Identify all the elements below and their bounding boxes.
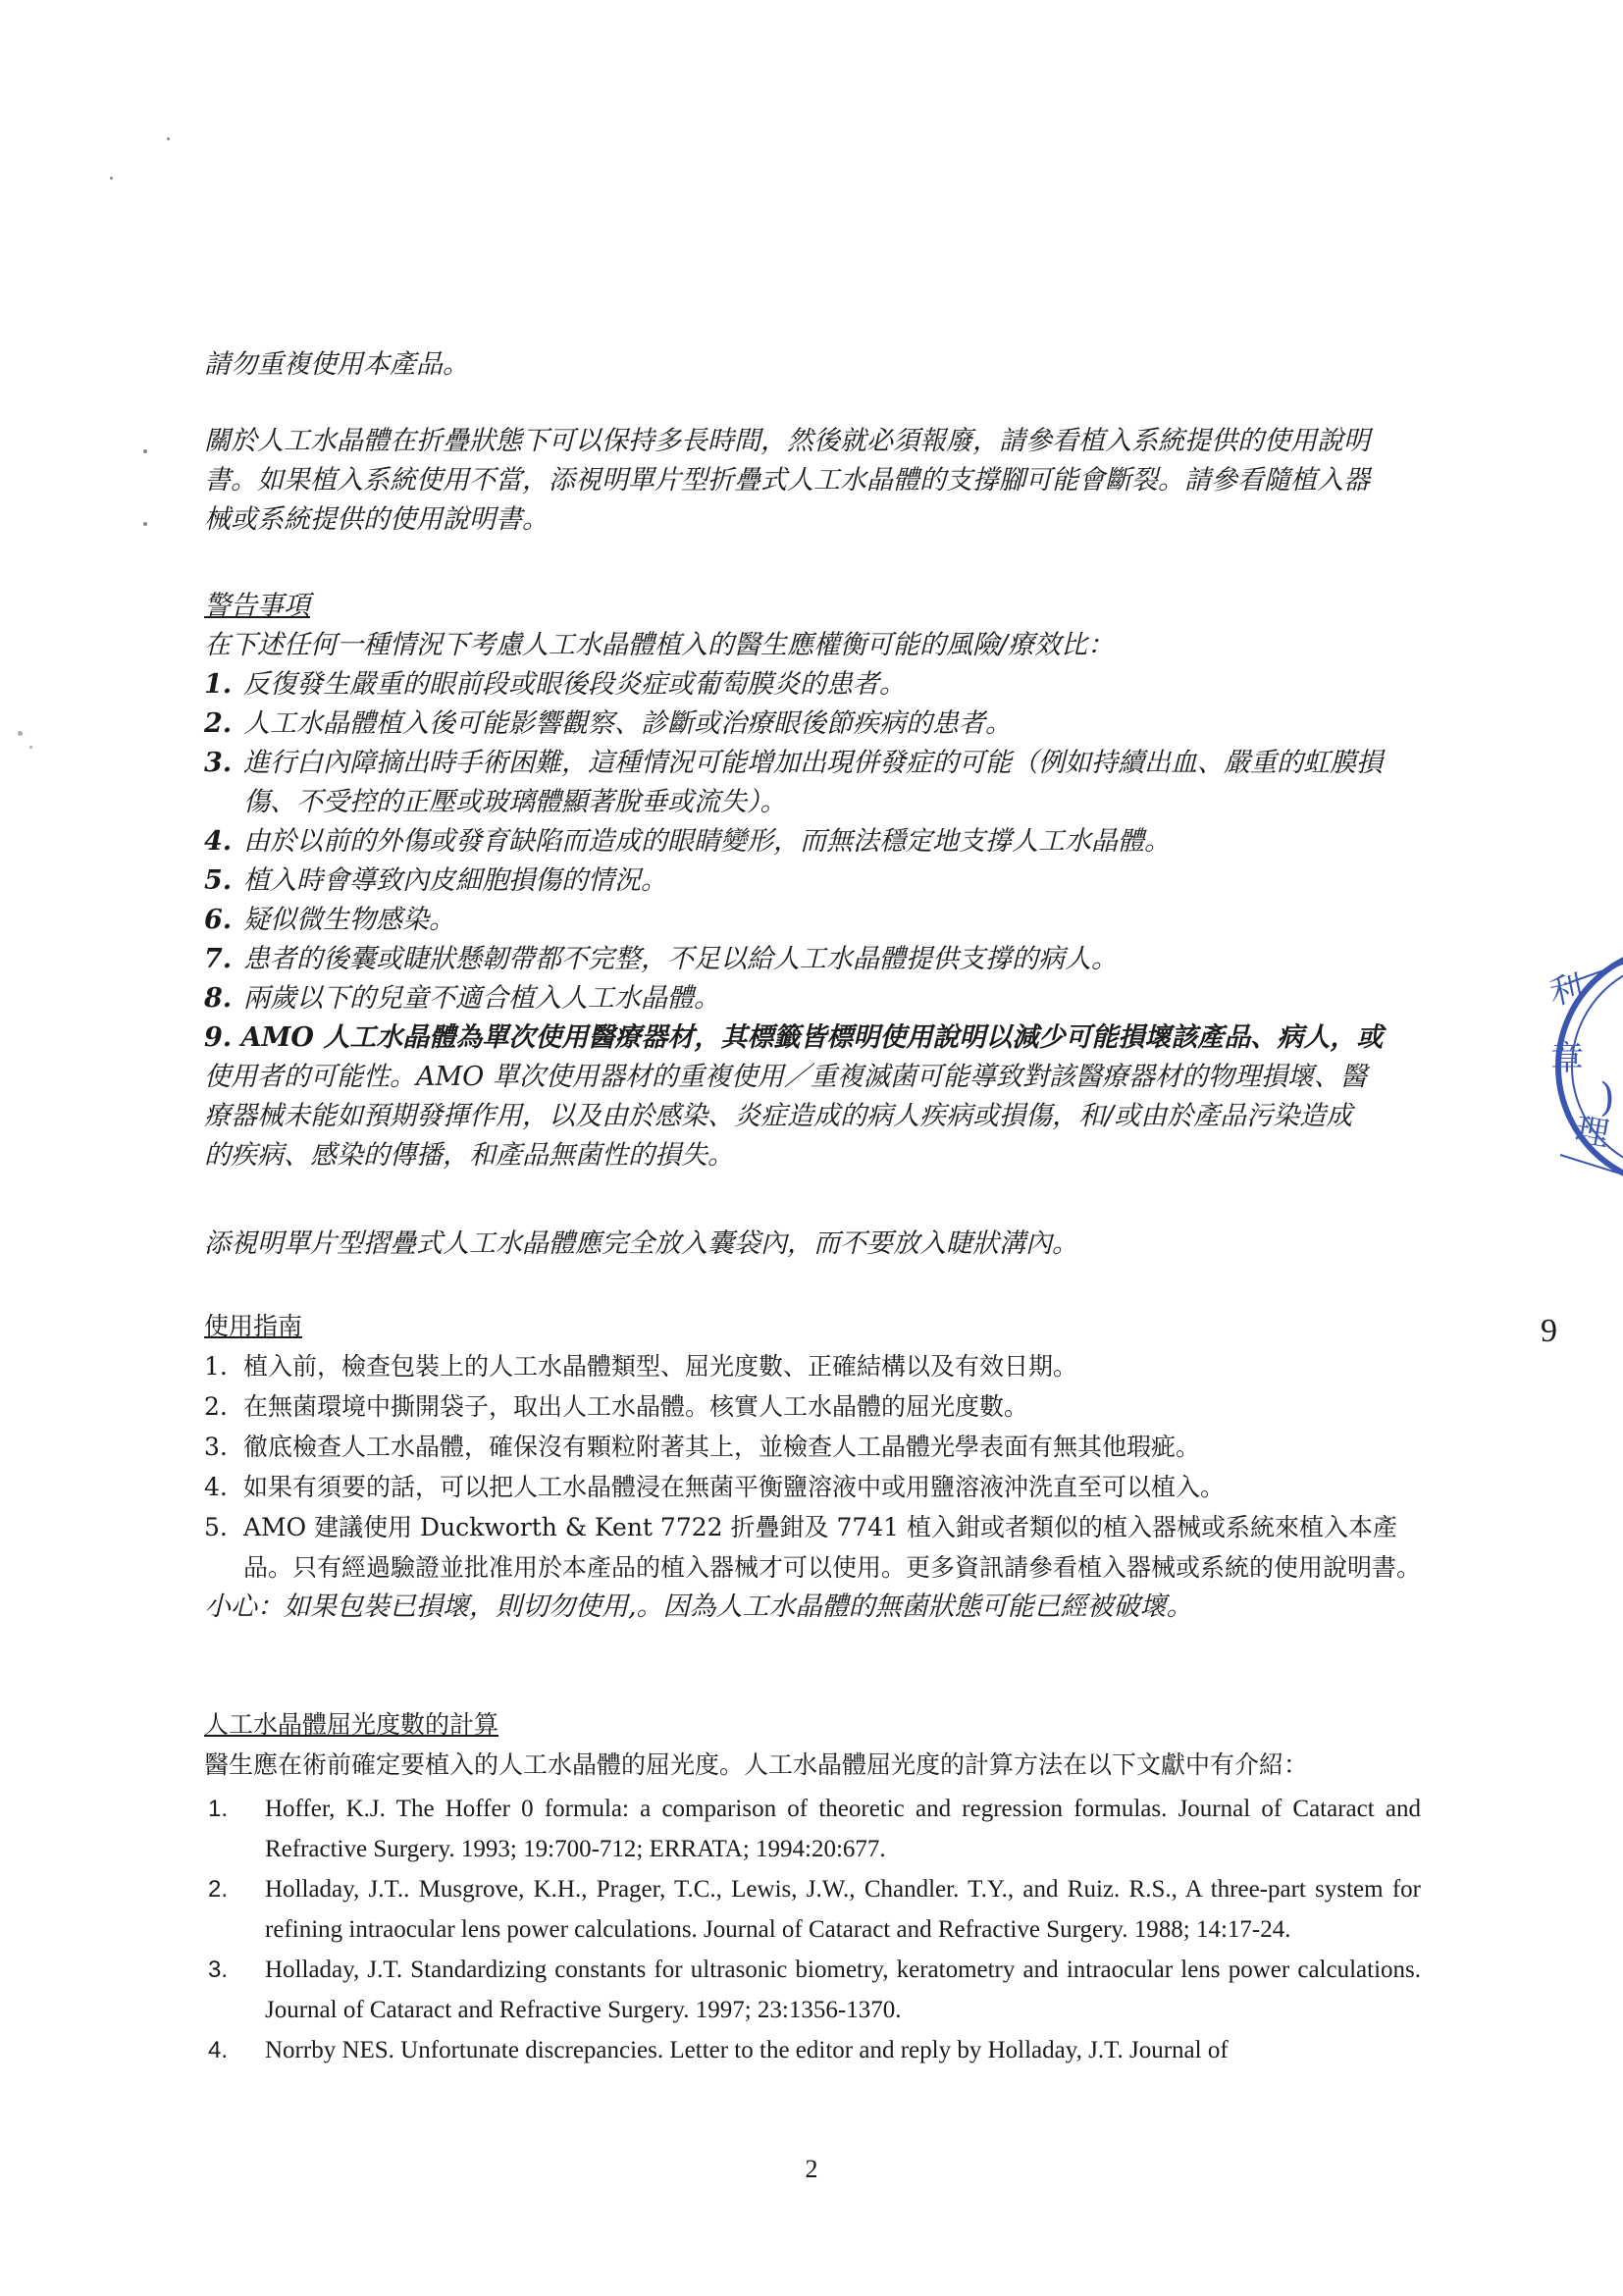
- warning-item: 7. 患者的後囊或睫狀懸韌帶都不完整，不足以給人工水晶體提供支撐的病人。: [204, 944, 1118, 974]
- seal-stamp-icon: [1531, 944, 1623, 1189]
- reference-item: 2. Holladay, J.T.. Musgrove, K.H., Prager, T.C., Lewis, J.W., Chandler. T.Y., and Ruiz. R.S., A three-part system for refining intraocular lens power calculations. Journal of Cataract and Refractive Surgery. 1988; 14:17-24.: [208, 1876, 1421, 1943]
- direction-item: 4. 如果有須要的話，可以把人工水晶體浸在無菌平衡鹽溶液中或用鹽溶液沖洗直至可以植入。: [204, 1473, 1226, 1501]
- warning-item-9-line: 的疾病、感染的傳播，和產品無菌性的損失。: [204, 1140, 734, 1171]
- page-number: 2: [805, 2155, 818, 2183]
- scan-speck: [110, 177, 113, 180]
- warning-item-9-line: 療器械未能如預期發揮作用，以及由於感染、炎症造成的病人疾病或損傷，和/或由於產品污染造成: [204, 1101, 1353, 1131]
- direction-item: 3. 徹底檢查人工水晶體，確保沒有顆粒附著其上，並檢查人工晶體光學表面有無其他瑕疵。: [204, 1433, 1201, 1461]
- folding-notice: [204, 422, 1421, 540]
- directions-list: [204, 1346, 1421, 1588]
- direction-item: 5. AMO 建議使用 Duckworth & Kent 7722 折疊鉗及 7741 植入鉗或者類似的植入器械或系統來植入本產品。只有經過驗證並批准用於本產品的植入器械才可以使用。更多資訊請參看植入器械或系統的使用說明書。: [204, 1513, 1422, 1582]
- capsular-bag-notice: [204, 1225, 1421, 1264]
- reference-item: 3. Holladay, J.T. Standardizing constants for ultrasonic biometry, keratometry and intraocular lens power calculations. Journal of Cataract and Refractive Surgery. 1997; 23:1356-1370.: [208, 1957, 1421, 2023]
- reuse-notice-text: 請勿重複使用本產品。: [204, 349, 469, 380]
- folding-notice-line: 械或系統提供的使用說明書。: [204, 504, 549, 535]
- warning-item-continuation: 傷、不受控的正壓或玻璃體顯著脫垂或流失）。: [243, 787, 787, 817]
- warnings-intro: 在下述任何一種情況下考慮人工水晶體植入的醫生應權衡可能的風險/療效比：: [204, 630, 1115, 660]
- calculation-heading: 人工水晶體屈光度數的計算: [204, 1710, 499, 1739]
- warnings-heading: 警告事項: [204, 591, 310, 621]
- scan-speck: [29, 746, 32, 749]
- svg-text:利: 利: [1545, 967, 1588, 1014]
- folding-notice-line: 關於人工水晶體在折疊狀態下可以保持多長時間，然後就必須報廢，請參看植入系統提供的使用說明: [204, 426, 1370, 456]
- warning-item-9-line: 使用者的可能性。AMO 單次使用器材的重複使用／重複滅菌可能導致對該醫療器材的物理損壞、醫: [204, 1062, 1367, 1092]
- reuse-notice: [204, 345, 1421, 385]
- directions-section: [204, 1307, 1421, 1627]
- scan-speck: [143, 449, 147, 453]
- caution-text: 小心：如果包裝已損壞，則切勿使用,。因為人工水晶體的無菌狀態可能已經被破壞。: [204, 1592, 1193, 1622]
- warning-item: 6. 疑似微生物感染。: [204, 905, 455, 935]
- svg-text:理: 理: [1572, 1110, 1612, 1155]
- warnings-list: [204, 665, 1421, 1018]
- warning-item: 2. 人工水晶體植入後可能影響觀察、診斷或治療眼後節疾病的患者。: [204, 708, 1012, 739]
- capsular-bag-notice-text: 添視明單片型摺疊式人工水晶體應完全放入囊袋內，而不要放入睫狀溝內。: [204, 1228, 1078, 1259]
- folding-notice-line: 書。如果植入系統使用不當，添視明單片型折疊式人工水晶體的支撐腳可能會斷裂。請參看隨植入器: [204, 465, 1370, 496]
- calculation-intro: 醫生應在術前確定要植入的人工水晶體的屈光度。人工水晶體屈光度的計算方法在以下文獻中有介紹：: [204, 1750, 1309, 1779]
- reference-list: [204, 1789, 1421, 2070]
- warning-item: 4. 由於以前的外傷或發育缺陷而造成的眼睛變形，而無法穩定地支撐人工水晶體。: [204, 826, 1171, 857]
- warning-item: 1. 反復發生嚴重的眼前段或眼後段炎症或葡萄膜炎的患者。: [204, 669, 906, 700]
- directions-heading: 使用指南: [204, 1312, 303, 1340]
- warning-item: 3. 進行白內障摘出時手術困難，這種情況可能增加出現併發症的可能（例如持續出血、嚴重的虹膜損: [204, 748, 1383, 778]
- reference-item: 4. Norrby NES. Unfortunate discrepancies. Letter to the editor and reply by Holladay, J.T. Journal of: [208, 2037, 1229, 2063]
- direction-item: 1. 植入前，檢查包裝上的人工水晶體類型、屈光度數、正確結構以及有效日期。: [204, 1352, 1078, 1381]
- warning-item: 5. 植入時會導致內皮細胞損傷的情況。: [204, 865, 667, 896]
- warnings-section: [204, 587, 1421, 1175]
- scan-speck: [167, 137, 170, 140]
- calculation-section: [204, 1705, 1421, 2070]
- direction-item: 2. 在無菌環境中撕開袋子，取出人工水晶體。核實人工水晶體的屈光度數。: [204, 1392, 1029, 1421]
- reference-item: 1. Hoffer, K.J. The Hoffer 0 formula: a comparison of theoretic and regression formulas. Journal of Cataract and Refractive Surgery. 1993; 19:700-712; ERRATA; 1994:20:677.: [208, 1796, 1421, 1862]
- svg-text:): ): [1599, 1075, 1615, 1121]
- warning-item-9-line: 9. AMO 人工水晶體為單次使用醫療器材，其標籤皆標明使用說明以減少可能損壞該產品、病人，或: [204, 1022, 1384, 1053]
- scan-speck: [143, 522, 147, 526]
- side-page-number: 9: [1541, 1313, 1557, 1349]
- scan-speck: [18, 731, 23, 736]
- svg-text:章: 章: [1550, 1039, 1584, 1078]
- warning-item: 8. 兩歲以下的兒童不適合植入人工水晶體。: [204, 983, 720, 1014]
